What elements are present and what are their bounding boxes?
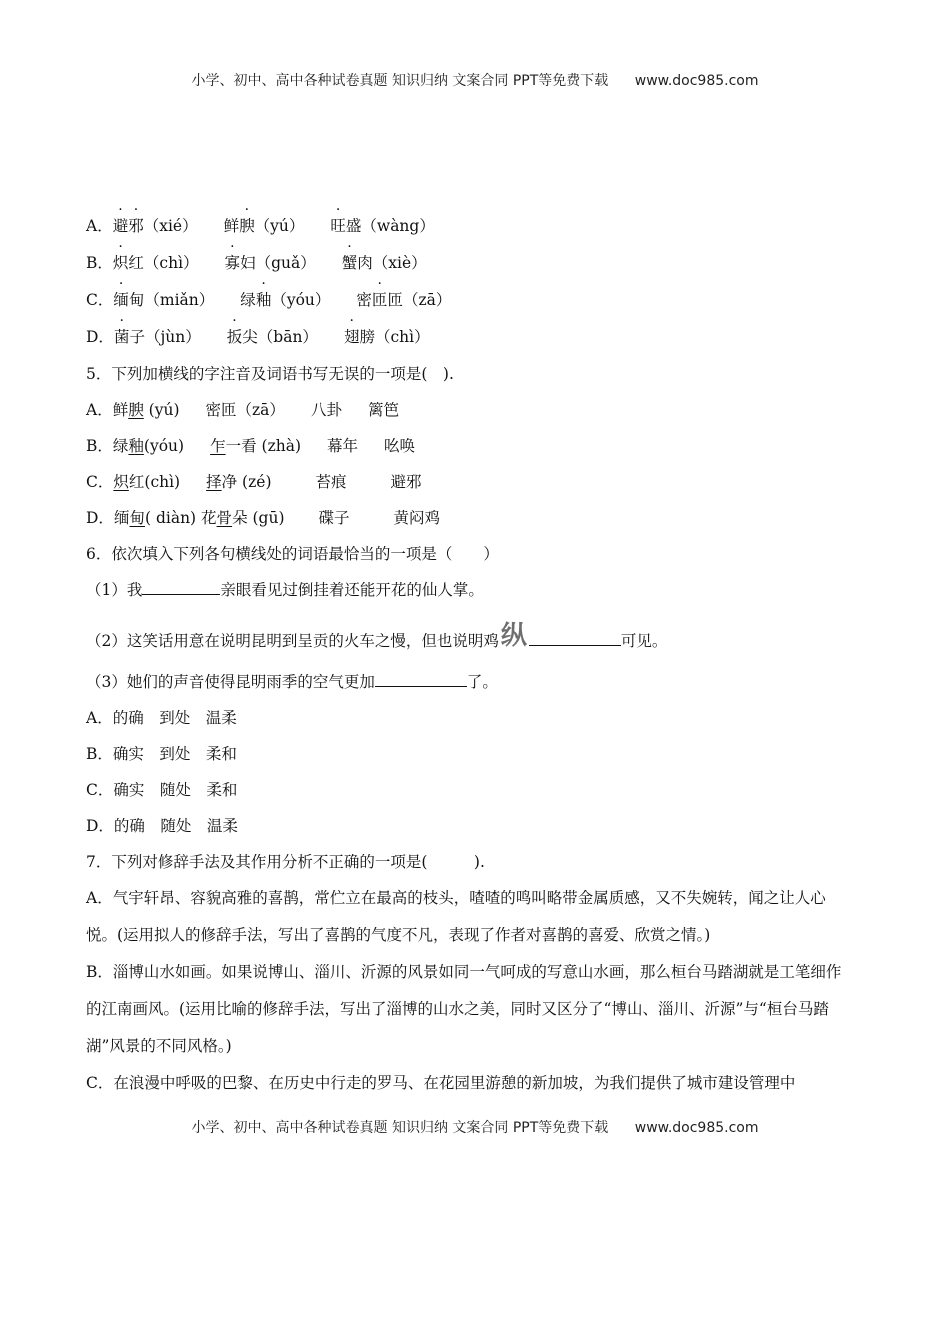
q6-option-b: B．确实 到处 柔和 (86, 745, 237, 763)
q6-option-d: D．的确 随处 温柔 (86, 817, 238, 835)
q5-option-b: B．绿釉(yóu) 乍一看 (zhà) 幕年 吆唤 (86, 437, 416, 455)
q6-option-c: C．确实 随处 柔和 (86, 781, 238, 799)
q7-stem: 7．下列对修辞手法及其作用分析不正确的一项是( ). (86, 853, 485, 871)
q7-option-c: C．在浪漫中呼吸的巴黎、在历史中行走的罗马、在花园里游憩的新加坡，为我们提供了城市建设管理中 (86, 1074, 796, 1092)
page-header (0, 70, 950, 90)
header-text: 小学、初中、高中各种试卷真题 知识归纳 文案合同 PPT等免费下载 (191, 73, 609, 89)
footer-url[interactable]: www.doc985.com (634, 1120, 759, 1136)
q7-option-a: A．气宇轩昂、容貌高雅的喜鹊，常伫立在最高的枝头，喳喳的鸣叫略带金属质感，又不失婉转，闻之让人心悦。(运用拟人的修辞手法，写出了喜鹊的气度不凡，表现了作者对喜鹊的喜爱、欣赏之情。) (86, 889, 826, 944)
q6-stem: 6．依次填入下列各句横线处的词语最恰当的一项是（ ） (86, 545, 499, 563)
q5-option-d: D．缅甸( diàn) 花骨朵 (gū) 碟子 黄闷鸡 (86, 509, 441, 527)
q5-option-a: A．鲜腴 (yú) 密匝（zā） 八卦 篱笆 (86, 401, 399, 419)
fill-blank-2[interactable] (529, 631, 621, 646)
q4-option-d: D．菌子（jùn） 扳尖（bān） 翅膀（chì） (86, 328, 430, 346)
q6-option-a: A．的确 到处 温柔 (86, 709, 237, 727)
scan-artifact-glyph: 纵 (500, 621, 527, 651)
q6-sentence-1: （1）我 亲眼看见过倒挂着还能开花的仙人掌。 (86, 581, 484, 599)
document-body (86, 216, 856, 1102)
q4-option-b: B．炽红（chì） 寡妇（guǎ） 蟹肉（xiè） (86, 254, 427, 272)
q7-option-b: B．淄博山水如画。如果说博山、淄川、沂源的风景如同一气呵成的写意山水画，那么桓台马踏湖就是工笔细作的江南画风。(运用比喻的修辞手法，写出了淄博的山水之美，同时又区分了“博山、淄川、沂源”与“桓台马踏湖”风景的不同风格。) (86, 963, 842, 1055)
q6-sentence-3: （3）她们的声音使得昆明雨季的空气更加 了。 (86, 673, 498, 691)
fill-blank-3[interactable] (375, 672, 467, 687)
q4-option-c: C．缅甸（miǎn） 绿釉（yóu） 密匝匝（zā） (86, 291, 452, 309)
q5-stem: 5．下列加横线的字注音及词语书写无误的一项是( ). (86, 365, 454, 383)
page-footer (0, 1117, 950, 1137)
q4-option-a: A．避邪（xié） 鲜腴（yú） 旺盛（wàng） (86, 217, 435, 235)
q6-sentence-2: （2）这笑话用意在说明昆明到呈贡的火车之慢，但也说明鸡纵 可见。 (86, 621, 668, 651)
fill-blank-1[interactable] (142, 580, 220, 595)
q5-option-c: C．炽红(chì) 择净 (zé) 苔痕 避邪 (86, 473, 422, 491)
footer-text: 小学、初中、高中各种试卷真题 知识归纳 文案合同 PPT等免费下载 (191, 1120, 609, 1136)
header-url[interactable]: www.doc985.com (634, 73, 759, 89)
